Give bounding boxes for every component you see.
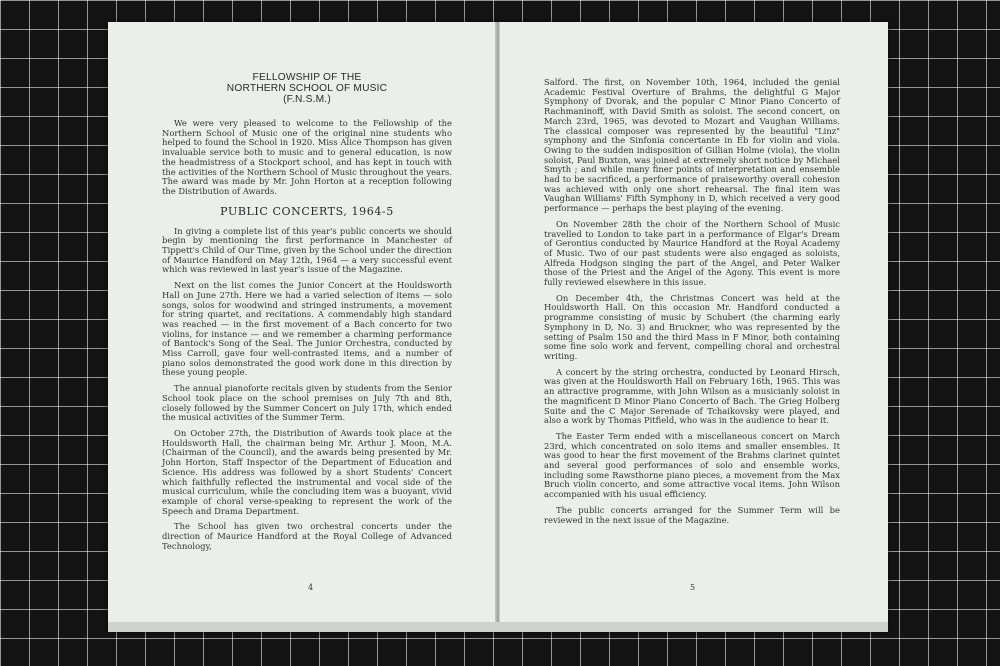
body-paragraph: On December 4th, the Christmas Concert was held at the Houldsworth Hall. On this occasion Mr. Handford conducted a programme consisting of music by Schubert (the charming early Symphony in D, No. 3) and Bruckner, who was represented by the setting of Psalm 150 and the third Mass in F Minor, both containing some fine solo work and fervent, compelling choral and orchestral writing. <box>544 292 840 361</box>
page-number: 4 <box>308 583 314 592</box>
page-bottom-edge <box>108 622 888 632</box>
magazine-spread <box>108 22 888 632</box>
fellowship-title <box>162 72 452 105</box>
body-paragraph: The annual pianoforte recitals given by students from the Senior School took place on the school premises on July 7th and 8th, closely followed by the Summer Concert on July 17th, which ended the musical activities of the Summer Term. <box>162 383 452 423</box>
body-paragraph: On October 27th, the Distribution of Awards took place at the Houldsworth Hall, the chairman being Mr. Arthur J. Moon, M.A. (Chairman of the Council), and the awards being presented by Mr. John Horton, Staff Inspector of the Department of Education and Science. His address was followed by a short Students' Concert which faithfully reflected the instrumental and vocal side of the musical curriculum, while the concluding item was a buoyant, vivid example of choral verse-speaking to represent the work of the Speech and Drama Department. <box>162 427 452 516</box>
body-paragraph: The School has given two orchestral concerts under the direction of Maurice Handford at the Royal College of Advanced Technology, <box>162 521 452 551</box>
page-number: 5 <box>690 583 696 592</box>
public-concerts-heading: PUBLIC CONCERTS, 1964-5 <box>220 204 394 218</box>
fellowship-paragraph: We were very pleased to welcome to the Fellowship of the Northern School of Music one of the original nine students who helped to found the School in 1920. Miss Alice Thompson has given invaluable service both to music and to general education, is now the headmistress of a Stockport school, and has kept in touch with the activities of the Northern School of Music throughout the years. The award was made by Mr. John Horton at a reception following the Distribution of Awards. <box>162 118 452 196</box>
fellowship-title-line: FELLOWSHIP OF THE <box>252 72 362 83</box>
body-paragraph: Next on the list comes the Junior Concert at the Houldsworth Hall on June 27th. Here we had a varied selection of items — solo songs, solos for woodwind and stringed instruments, a movement for string quartet, and recitations. A commendably high standard was reached — in the first movement of a Bach concerto for two violins, for instance — and we remember a charming performance of Bantock's Song of the Seal. The Junior Orchestra, conducted by Miss Carroll, gave four well-contrasted items, and a number of piano solos demonstrated the good work done in this direction by these young people. <box>162 280 452 378</box>
fellowship-title-line: (F.N.S.M.) <box>283 94 331 105</box>
fellowship-title-line: NORTHERN SCHOOL OF MUSIC <box>226 83 388 94</box>
body-paragraph: On November 28th the choir of the Northern School of Music travelled to London to take part in a performance of Elgar's Dream of Gerontius conducted by Maurice Handford at the Royal Academy of Music. Two of our past students were also engaged as soloists, Alfreda Hodgson singing the part of the Angel, and Peter Walker those of the Priest and the Angel of the Agony. This event is more fully reviewed elsewhere in this issue. <box>544 218 840 288</box>
right-page <box>499 22 888 632</box>
body-paragraph: A concert by the string orchestra, conducted by Leonard Hirsch, was given at the Houldsworth Hall on February 16th, 1965. This was an attractive programme, with John Wilson as a musicianly soloist in the magnificent D Minor Piano Concerto of Bach. The Grieg Holberg Suite and the C Major Serenade of Tchaikovsky were played, and also a work by Thomas Pitfield, who was in the audience to hear it. <box>544 366 840 426</box>
left-page <box>108 22 497 632</box>
body-paragraph: Salford. The first, on November 10th, 1964, included the genial Academic Festival Overture of Brahms, the delightful G Major Symphony of Dvorak, and the popular C Minor Piano Concerto of Rachmaninoff, with David Smith as soloist. The second concert, on March 23rd, 1965, was devoted to Mozart and Vaughan Williams. The classical composer was represented by the beautiful "Linz" symphony and the Sinfonia concertante in Eb for violin and viola. Owing to the sudden indisposition of Gillian Holme (viola), the violin soloist, Paul Buxton, was joined at extremely short notice by Michael Smyth ; and while many finer points of interpretation and ensemble had to be sacrificed, a performance of praiseworthy overall cohesion was achieved with only one short rehearsal. The final item was Vaughan Williams' Fifth Symphony in D, which received a very good performance — perhaps the best playing of the evening. <box>544 77 840 214</box>
body-paragraph: The public concerts arranged for the Summer Term will be reviewed in the next issue of the Magazine. <box>544 504 840 525</box>
body-paragraph: In giving a complete list of this year's public concerts we should begin by mentioning the first performance in Manchester of Tippett's Child of Our Time, given by the School under the direction of Maurice Handford on May 12th, 1964 — a very successful event which was reviewed in last year's issue of the Magazine. <box>162 225 452 275</box>
body-paragraph: The Easter Term ended with a miscellaneous concert on March 23rd, which concentrated on solo items and smaller ensembles. It was good to hear the first movement of the Brahms clarinet quintet and several good performances of solo and ensemble works, including some Rawsthorne piano pieces, a movement from the Max Bruch violin concerto, and some attractive vocal items. John Wilson accompanied with his usual efficiency. <box>544 430 840 500</box>
